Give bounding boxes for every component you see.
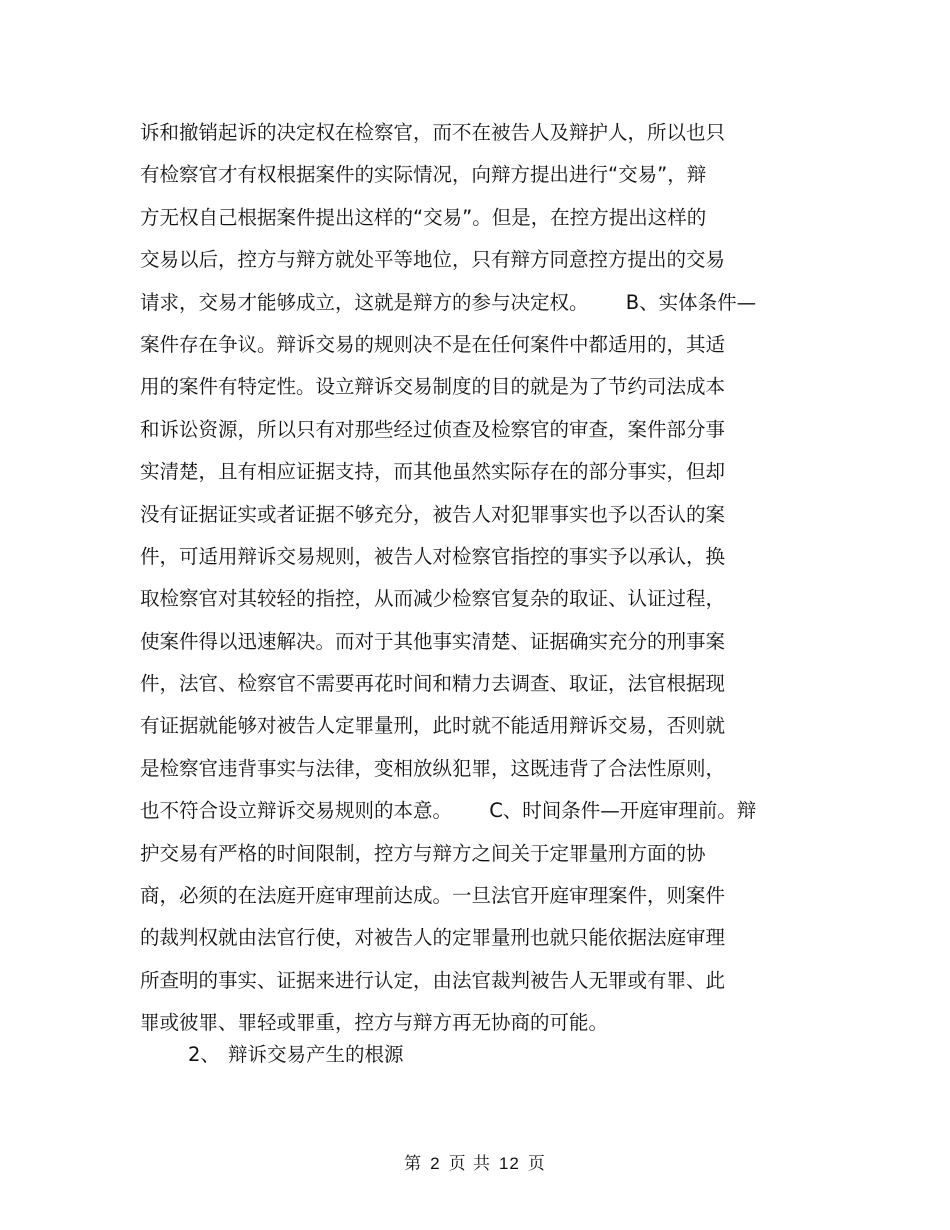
current-page-number: 2 [430, 1154, 441, 1173]
text-line: 没有证据证实或者证据不够充分，被告人对犯罪事实也予以否认的案 [140, 502, 726, 526]
text-line: 请求，交易才能够成立，这就是辩方的参与决定权。 B、实体条件— [140, 290, 757, 314]
text-line: 件，法官、检察官不需要再花时间和精力去调查、取证，法官根据现 [140, 672, 726, 696]
section-number: 2、 [188, 1043, 220, 1066]
text-line: 诉和撤销起诉的决定权在检察官，而不在被告人及辩护人，所以也只 [140, 121, 726, 144]
total-page-count: 12 [498, 1154, 520, 1173]
section-title: 辩诉交易产生的根源 [228, 1043, 404, 1066]
text-line: 是检察官违背事实与法律，变相放纵犯罪，这既违背了合法性原则， [140, 756, 726, 780]
text-line: 也不符合设立辩诉交易规则的本意。 C、时间条件—开庭审理前。辩 [140, 799, 757, 823]
text-line: 所查明的事实、证据来进行认定，由法官裁判被告人无罪或有罪、此 [140, 968, 726, 992]
text-line: 使案件得以迅速解决。而对于其他事实清楚、证据确实充分的刑事案 [140, 629, 726, 653]
text-line: 交易以后，控方与辩方就处平等地位，只有辩方同意控方提出的交易 [140, 248, 726, 272]
footer-prefix: 第 [404, 1154, 423, 1174]
text-line: 取检察官对其较轻的指控，从而减少检察官复杂的取证、认证过程， [140, 587, 726, 611]
text-line: 和诉讼资源，所以只有对那些经过侦查及检察官的审查，案件部分事 [140, 417, 726, 441]
footer-middle: 页 共 [448, 1154, 491, 1174]
text-line: 案件存在争议。辩诉交易的规则决不是在任何案件中都适用的，其适 [140, 332, 726, 356]
footer-suffix: 页 [527, 1154, 546, 1174]
text-line: 用的案件有特定性。设立辩诉交易制度的目的就是为了节约司法成本 [140, 375, 726, 399]
text-line: 方无权自己根据案件提出这样的“交易”。但是，在控方提出这样的 [140, 205, 707, 229]
text-line: 商，必须的在法庭开庭审理前达成。一旦法官开庭审理案件，则案件 [140, 884, 726, 908]
text-line: 有证据就能够对被告人定罪量刑，此时就不能适用辩诉交易，否则就 [140, 714, 726, 738]
text-line: 有检察官才有权根据案件的实际情况，向辩方提出进行“交易”，辩 [140, 163, 707, 187]
page-footer [0, 1150, 950, 1178]
text-line: 实清楚，且有相应证据支持，而其他虽然实际存在的部分事实，但却 [140, 460, 726, 484]
section-heading [188, 1034, 404, 1076]
text-line: 护交易有严格的时间限制，控方与辩方之间关于定罪量刑方面的协 [140, 841, 706, 865]
body-text [140, 112, 800, 1045]
text-line: 的裁判权就由法官行使，对被告人的定罪量刑也就只能依据法庭审理 [140, 926, 726, 950]
text-line: 件，可适用辩诉交易规则，被告人对检察官指控的事实予以承认，换 [140, 544, 726, 568]
text-line: 罪或彼罪、罪轻或罪重，控方与辩方再无协商的可能。 [140, 1011, 609, 1035]
